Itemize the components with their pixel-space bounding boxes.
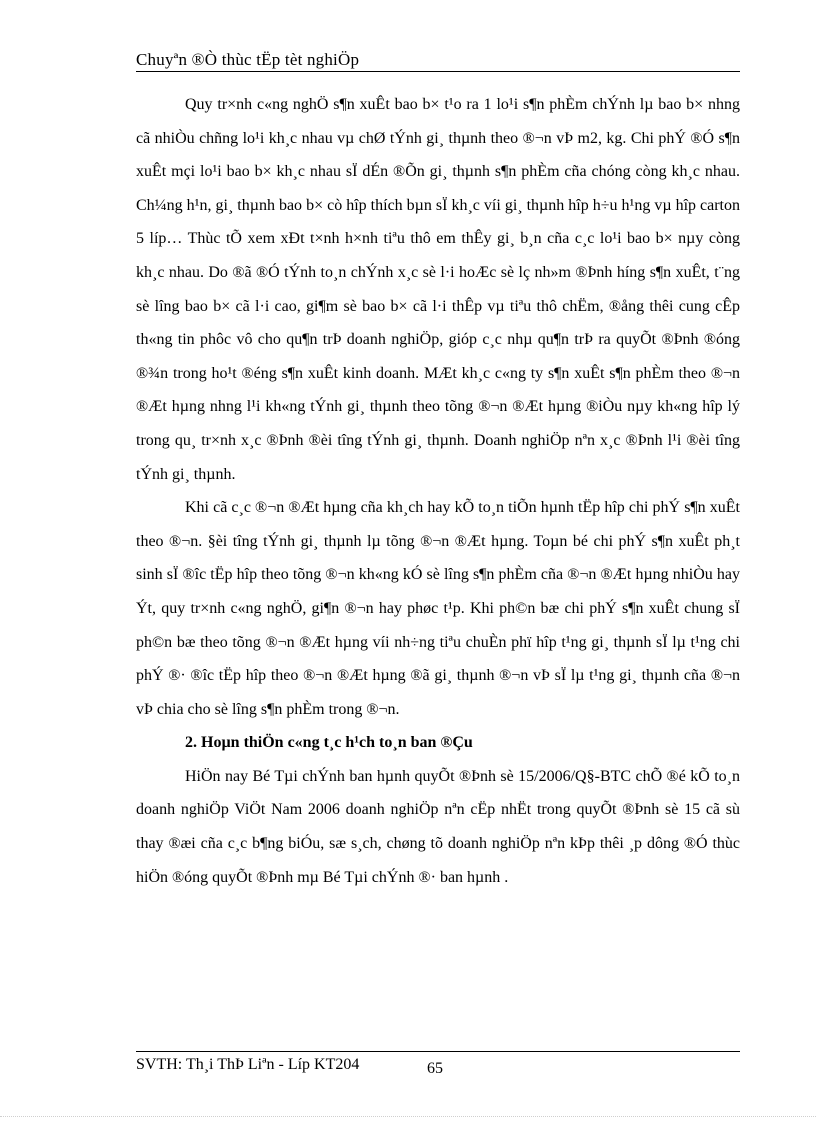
- paragraph-2: Khi cã c¸c ®¬n ®Æt hµng cña kh¸ch hay kÕ to¸n tiÕn hµnh tËp hîp chi phÝ s¶n xuÊt theo ®¬n. §èi tîng tÝnh gi¸ thµnh lµ tõng ®¬n ®Æt hµng. Toµn bé chi phÝ s¶n xuÊt ph¸t sinh sÏ ®îc tËp hîp theo tõng ®¬n kh«ng kÓ sè lîng s¶n phÈm cña ®¬n ®Æt hµng nhiÒu hay Ýt, quy tr×nh c«ng nghÖ, gi¶n ®¬n hay phøc t¹p. Khi ph©n bæ chi phÝ s¶n xuÊt chung sÏ ph©n bæ theo tõng ®¬n ®Æt hµng víi nh÷ng tiªu chuÈn phï hîp t¹ng gi¸ thµnh sÏ lµ t¹ng chi phÝ ®· ®îc tËp hîp theo ®¬n ®Æt hµng ®ã gi¸ thµnh ®¬n vÞ sÏ lµ t¹ng gi¸ thµnh cña ®¬n vÞ chia cho sè lîng s¶n phÈm trong ®¬n.: [136, 499, 740, 718]
- page-number: 65: [427, 1060, 443, 1077]
- header-divider: [136, 71, 740, 72]
- body-text: [136, 88, 740, 894]
- paragraph-3: HiÖn nay Bé Tµi chÝnh ban hµnh quyÕt ®Þnh sè 15/2006/Q§-BTC chÕ ®é kÕ to¸n doanh nghiÖp ViÖt Nam 2006 doanh nghiÖp nªn cËp nhËt trong quyÕt ®Þnh sè 15 cã sù thay ®æi cña c¸c b¶ng biÓu, sæ s¸ch, chøng tõ doanh nghiÖp nªn kÞp thêi ¸p dông ®Ó thùc hiÖn ®óng quyÕt ®Þnh mµ Bé Tµi chÝnh ®· ban hµnh .: [136, 767, 740, 886]
- header-title: Chuyªn ®Ò thùc tËp tèt nghiÖp: [136, 50, 360, 69]
- page-bottom-border: [0, 1116, 816, 1117]
- footer-divider: [136, 1051, 740, 1052]
- section-heading: 2. Hoµn thiÖn c«ng t¸c h¹ch to¸n ban ®Çu: [185, 734, 473, 752]
- paragraph-1: Quy tr×nh c«ng nghÖ s¶n xuÊt bao b× t¹o ra 1 lo¹i s¶n phÈm chÝnh lµ bao b× nhng cã nhiÒu chñng lo¹i kh¸c nhau vµ chØ tÝnh gi¸ thµnh theo ®¬n vÞ m2, kg. Chi phÝ ®Ó s¶n xuÊt mçi lo¹i bao b× kh¸c nhau sÏ dÉn ®Õn gi¸ thµnh s¶n phÈm cña chóng còng kh¸c nhau. Ch¼ng h¹n, gi¸ thµnh bao b× cò hîp thích bµn sÏ kh¸c víi gi¸ thµnh hîp h÷u h¹ng vµ hîp carton 5 líp… Thùc tÕ xem xÐt t×nh h×nh tiªu thô em thÊy gi¸ b¸n cña c¸c lo¹i bao b× nµy còng kh¸c nhau. Do ®ã ®Ó tÝnh to¸n chÝnh x¸c sè l·i hoÆc sè lç nh»m ®Þnh híng s¶n xuÊt, t¨ng sè lîng bao b× cã l·i cao, gi¶m sè bao b× cã l·i thÊp vµ tiªu thô chËm, ®ång thêi cung cÊp th«ng tin phôc vô cho qu¶n trÞ doanh nghiÖp, gióp c¸c nhµ qu¶n trÞ ra quyÕt ®Þnh ®óng ®¾n trong ho¹t ®éng s¶n xuÊt kinh doanh. MÆt kh¸c c«ng ty s¶n xuÊt s¶n phÈm theo ®¬n ®Æt hµng nhng l¹i kh«ng tÝnh gi¸ thµnh theo tõng ®¬n ®Æt hµng ®iÒu nµy kh«ng hîp lý trong qu¸ tr×nh x¸c ®Þnh ®èi tîng tÝnh gi¸ thµnh. Doanh nghiÖp nªn x¸c ®Þnh l¹i ®èi tîng tÝnh gi¸ thµnh.: [136, 96, 740, 483]
- footer-author: SVTH: Th¸i ThÞ Liªn - Líp KT204: [136, 1056, 360, 1073]
